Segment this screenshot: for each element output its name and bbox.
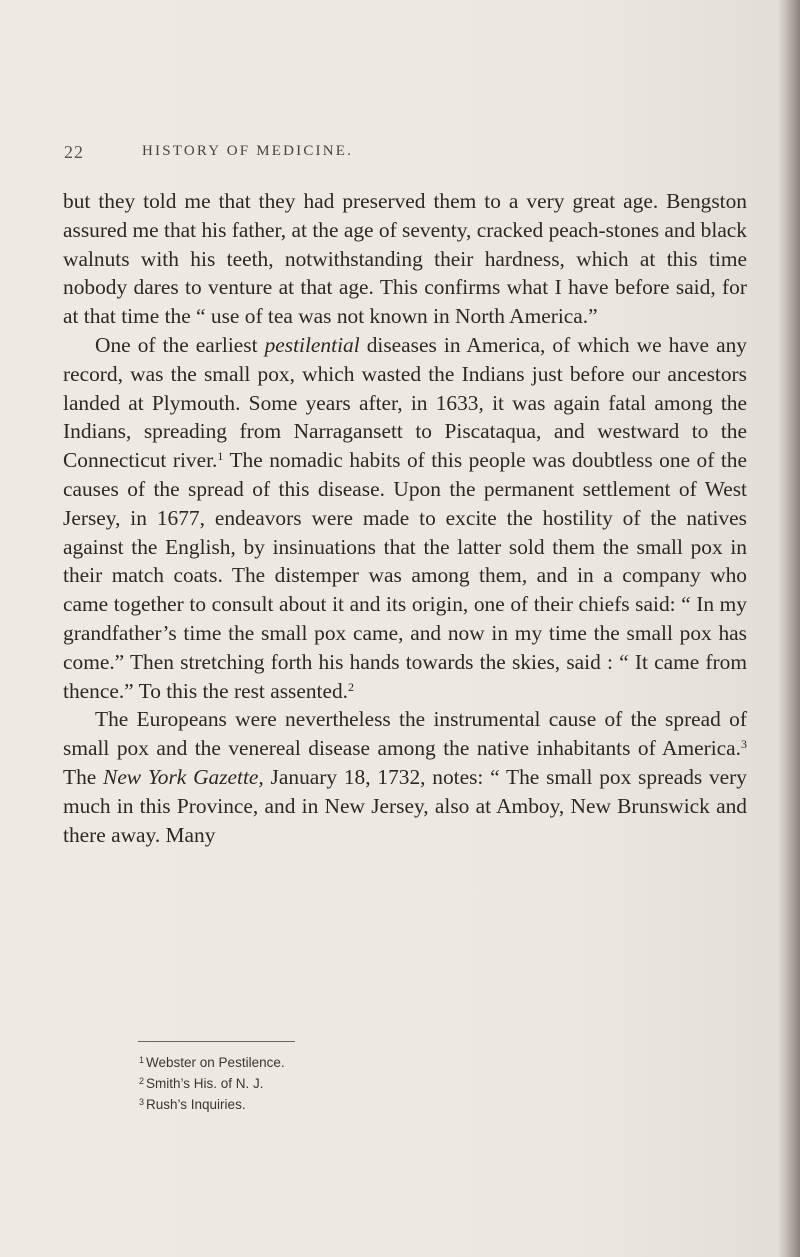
paragraph-3 [63,705,747,849]
paragraph-3-text-a: The Europeans were nevertheless the instrumental cause of the spread of small pox and the venereal disease among the native inhabitants of America. [63,707,747,761]
footnote [139,1072,539,1093]
footnote-mark: 1 [139,1055,145,1065]
footnote-text: Smith’s His. of N. J. [146,1076,264,1091]
paragraph-3-text-c: January 18, 1732, notes: “ The small pox spreads very much in this Province, and in New Jersey, also at Amboy, New Brunswick and there away. Many [63,764,747,847]
running-head: HISTORY OF MEDICINE. [142,143,354,159]
footnote-mark: 3 [139,1097,145,1107]
page-edge-shadow [778,0,800,1257]
body-text [63,187,747,849]
page-number: 22 [64,142,84,162]
footnote [139,1051,539,1072]
footnote-divider [138,1041,295,1042]
paragraph-2-text-b: diseases in America, of which we have any record, was the small pox, which wasted the Indians just before our ancestors landed at Plymouth. Some years after, in 1633, it was again fatal among the Indians, spreading from Narragansett to Piscataqua, and westward to the Connecticut river. [63,332,747,473]
footnotes [139,1051,539,1114]
footnote-ref-2: 2 [348,679,355,694]
footnote-text: Rush’s Inquiries. [146,1097,246,1112]
footnote-mark: 2 [139,1076,145,1086]
paragraph-1: but they told me that they had preserved them to a very great age. Bengston assured me that his father, at the age of seventy, cracked peach-stones and black walnuts with his teeth, notwithstanding their hardness, which at this time nobody dares to venture at that age. This confirms what I have before said, for at that time the “ use of tea was not known in North America.” [63,189,747,329]
paragraph-2-text-c: The nomadic habits of this people was doubtless one of the causes of the spread of this disease. Upon the permanent settlement of West Jersey, in 1677, endeavors were made to excite the hostility of the natives against the English, by insinuations that the latter sold them the small pox in their match coats. The distemper was among them, and in a company who came together to consult about it and its origin, one of their chiefs said: “ In my grandfather’s time the small pox came, and now in my time the small pox has come.” Then stretching forth his hands towards the skies, said : “ It came from thence.” To this the rest assented. [63,448,747,703]
paragraph-3-text-b: The [63,764,104,789]
page-header [0,142,800,166]
paragraph-3-italic: New York Gazette, [103,764,264,789]
footnote [139,1093,539,1114]
paragraph-2-text-a: One of the earliest [95,332,265,357]
footnote-ref-3: 3 [741,737,747,752]
footnote-text: Webster on Pestilence. [146,1055,285,1070]
paragraph-2-italic: pestilential [264,332,360,357]
footnote-ref-1: 1 [217,449,224,464]
paragraph-2 [63,331,747,705]
